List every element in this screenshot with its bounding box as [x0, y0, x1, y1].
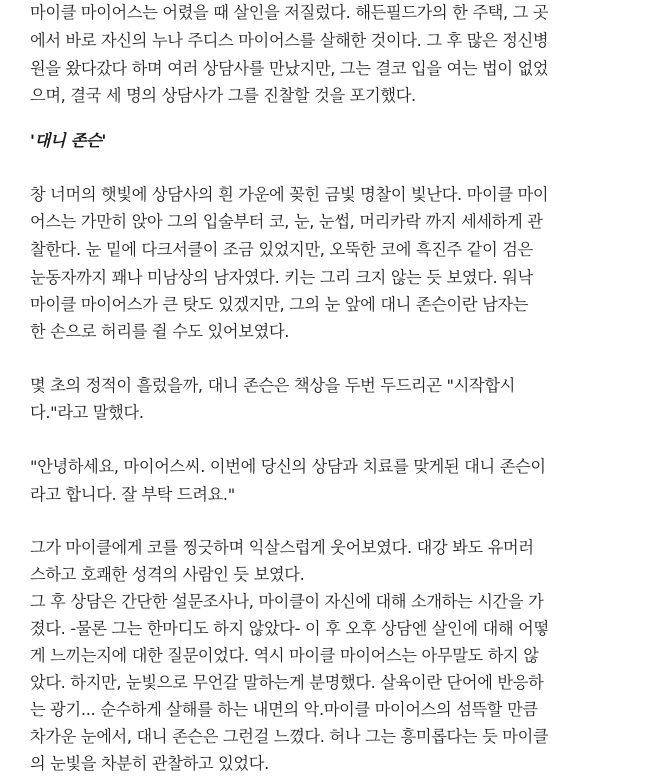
observation-line-4: 눈동자까지 꽤나 미남상의 남자였다. 키는 그리 크지 않는 듯 보였다. 워낙 [30, 268, 533, 287]
session-line-8: 차가운 눈에서, 대니 존슨은 그런걸 느꼈다. 허나 그는 흥미롭다는 듯 마이클 [30, 727, 549, 746]
session-line-5: 게 느끼는지에 대한 질문이었다. 역시 마이클 마이어스는 아무말도 하지 않 [30, 646, 539, 665]
observation-line-2: 어스는 가만히 앉아 그의 입술부터 코, 눈, 눈썹, 머리카락 까지 세세하게 관 [30, 212, 543, 231]
greeting-line-1: "안녕하세요, 마이어스씨. 이번에 당신의 상담과 치료를 맞게된 대니 존슨이 [30, 457, 546, 476]
session-line-4: 졌다. -물론 그는 한마디도 하지 않았다- 이 후 오후 상담엔 살인에 대해 어떻 [30, 619, 549, 638]
session-line-2: 스하고 호쾌한 성격의 사람인 듯 보였다. [30, 565, 305, 584]
session-line-1: 그가 마이클에게 코를 찡긋하며 익살스럽게 웃어보였다. 대강 봐도 유머러 [30, 538, 534, 557]
silence-line-1: 몇 초의 정적이 흘렀을까, 대니 존슨은 책상을 두번 두드리곤 "시작합시 [30, 376, 516, 395]
observation-line-6: 한 손으로 허리를 쥘 수도 있어보였다. [30, 322, 290, 341]
greeting-line-2: 라고 합니다. 잘 부탁 드려요." [30, 485, 235, 504]
silence-line-2: 다."라고 말했다. [30, 403, 144, 422]
session-line-9: 의 눈빛을 차분히 관찰하고 있었다. [30, 754, 269, 773]
observation-line-1: 창 너머의 햇빛에 상담사의 흰 가운에 꽂힌 금빛 명찰이 빛난다. 마이클 마이 [30, 185, 549, 204]
intro-line-1: 마이클 마이어스는 어렸을 때 살인을 저질렀다. 해든필드가의 한 주택, 그 곳 [30, 3, 549, 22]
intro-line-4: 으며, 결국 세 명의 상담사가 그를 진찰할 것을 포기했다. [30, 86, 416, 105]
intro-line-2: 에서 바로 자신의 누나 주디스 마이어스를 살해한 것이다. 그 후 많은 정신병 [30, 31, 549, 50]
observation-line-5: 마이클 마이어스가 큰 탓도 있겠지만, 그의 눈 앞에 대니 존슨이란 남자는 [30, 295, 529, 314]
session-line-6: 았다. 하지만, 눈빛으로 무언갈 말하는게 분명했다. 살육이란 단어에 반응하 [30, 673, 544, 692]
observation-line-3: 찰한다. 눈 밑에 다크서클이 조금 있었지만, 오뚝한 코에 흑진주 같이 검은 [30, 240, 533, 259]
session-line-7: 는 광기... 순수하게 살해를 하는 내면의 악.마이클 마이어스의 섬뜩할 만큼 [30, 700, 538, 719]
intro-line-3: 원을 왔다갔다 하며 여러 상담사를 만났지만, 그는 결코 입을 여는 법이 없었 [30, 59, 549, 78]
session-line-3: 그 후 상담은 간단한 설문조사나, 마이클이 자신에 대해 소개하는 시간을 가 [30, 592, 544, 611]
chapter-heading: '대니 존슨' [30, 131, 106, 150]
